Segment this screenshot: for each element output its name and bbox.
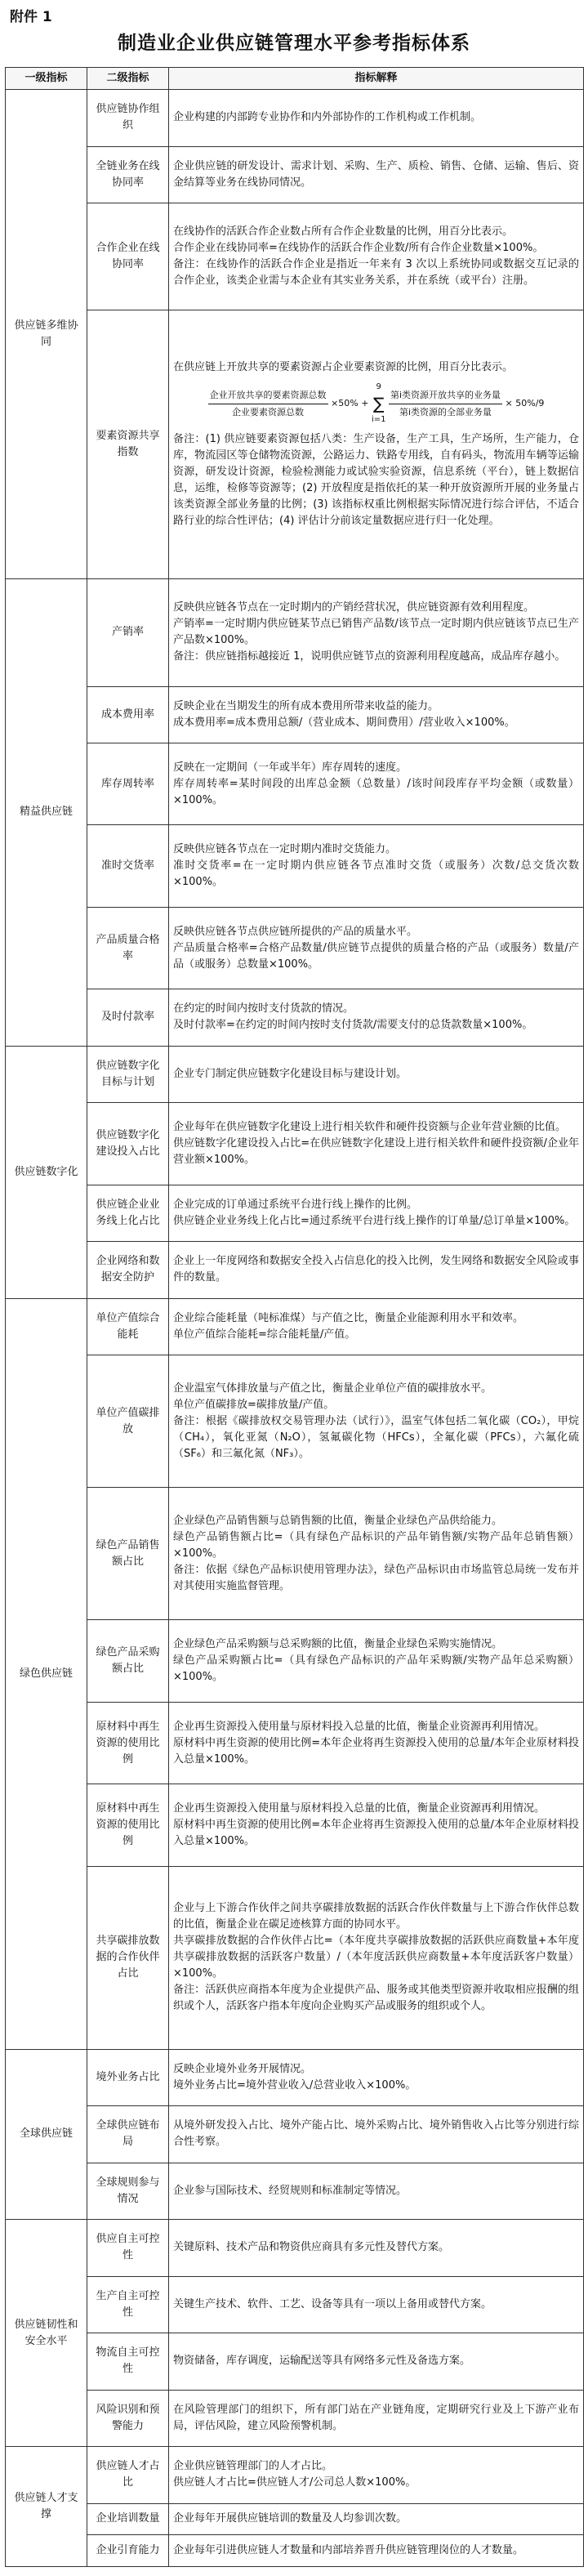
level1-indicator: 全球供应链: [6, 2049, 87, 2220]
level2-indicator: 风险识别和预警能力: [87, 2390, 169, 2447]
formula-left-numerator: 企业开放共享的要素资源总数: [208, 387, 328, 404]
level2-indicator: 供应链企业业务线上化占比: [87, 1185, 169, 1242]
indicator-explanation: [169, 907, 584, 989]
indicator-explanation: [169, 1355, 584, 1488]
explanation-line: 原材料中再生资源的使用比例=本年企业将再生资源投入使用的总量/本年企业原材料投入总量×100%。: [173, 1818, 579, 1847]
indicator-explanation: [169, 2163, 584, 2220]
indicator-explanation: [169, 90, 584, 147]
explanation-line: 成本费用率=成本费用总额/（营业成本、期间费用）/营业收入×100%。: [173, 716, 515, 729]
level2-indicator: 全链业务在线协同率: [87, 146, 169, 203]
level2-indicator: 及时付款率: [87, 989, 169, 1047]
explanation-line: 单位产值综合能耗=综合能耗量/产值。: [173, 1328, 356, 1341]
level1-indicator: 供应链数字化: [6, 1046, 87, 1298]
attachment-label: 附件 1: [10, 9, 52, 25]
level2-indicator: 原材料中再生资源的使用比例: [87, 1702, 169, 1784]
table-row: [6, 2163, 584, 2220]
level2-indicator: 全球规则参与情况: [87, 2163, 169, 2220]
explanation-line: 物资储备，库存调度，运输配送等具有网络多元性及备选方案。: [173, 2355, 471, 2368]
indicator-explanation: [169, 1620, 584, 1702]
indicator-explanation: [169, 2333, 584, 2391]
level2-indicator: 企业网络和数据安全防护: [87, 1242, 169, 1299]
explanation-line: 反映在一定期间（一年或半年）库存周转的速度。: [173, 761, 408, 774]
page-title: 制造业企业供应链管理水平参考指标体系: [118, 33, 470, 54]
explanation-line: 企业每年在供应链数字化建设上进行相关软件和硬件投资额与企业年营业额的比值。: [173, 1120, 567, 1133]
level2-indicator: 成本费用率: [87, 686, 169, 743]
explanation-line: 关键生产技术、软件、工艺、设备等具有一项以上备用或替代方案。: [173, 2297, 492, 2310]
explanation-line: 境外业务占比=境外营业收入/总营业收入×100%。: [173, 2078, 416, 2092]
table-row: [6, 2333, 584, 2391]
explanation-line: 在供应链上开放共享的要素资源占企业要素资源的比例，用百分比表示。: [173, 361, 514, 374]
table-row: [6, 1488, 584, 1620]
level2-indicator: 准时交货率: [87, 825, 169, 907]
explanation-line: 供应链企业业务线上化占比=通过系统平台进行线上操作的订单量/总订单量×100%。: [173, 1214, 576, 1227]
explanation-line: 备注：在线协作的活跃合作企业是指近一年来有 3 次以上系统协同或数据交互记录的合作企业，该类企业需与本企业有其实业务关系，并在系统（或平台）注册。: [173, 258, 579, 288]
explanation-line: 企业上一年度网络和数据安全投入占信息化的投入比例，发生网络和数据安全风险或事件的数量。: [173, 1255, 579, 1284]
level2-indicator: 供应链协作组织: [87, 90, 169, 147]
table-row: [6, 1702, 584, 1784]
formula-left-denominator: 企业要素资源总数: [232, 406, 305, 417]
explanation-line: 准时交货率=在一定时期内供应链各节点准时交货（或服务）次数/总交货次数×100%。: [173, 859, 579, 889]
explanation-line: 在约定的时间内按时支付货款的情况。: [173, 1002, 354, 1016]
table-row: [6, 2535, 584, 2567]
explanation-line: 备注：供应链指标越接近 1，说明供应链节点的资源利用程度越高，成品库存越小。: [173, 650, 566, 663]
indicator-explanation: [169, 1185, 584, 1242]
indicator-explanation: [169, 1702, 584, 1784]
explanation-line: 供应链人才占比=供应链人才/公司总人数×100%。: [173, 2476, 416, 2489]
table-row: [6, 2049, 584, 2106]
table-row: [6, 1298, 584, 1355]
indicator-explanation: [169, 146, 584, 203]
explanation-line: 企业参与国际技术、经贸规则和标准制定等情况。: [173, 2184, 408, 2197]
explanation-line: 合作企业在线协同率=在线协作的活跃合作企业数/所有合作企业数量×100%。: [173, 242, 544, 255]
table-row: [6, 1242, 584, 1299]
explanation-line: 在线协作的活跃合作企业数占所有合作企业数量的比例，用百分比表示。: [173, 225, 514, 239]
indicator-explanation: [169, 2535, 584, 2567]
explanation-line: 企业综合能耗量（吨标准煤）与产值之比，衡量企业能源利用水平和效率。: [173, 1311, 524, 1324]
explanation-line: 企业构建的内部跨专业协作和内外部协作的工作机构或工作机制。: [173, 111, 482, 124]
indicator-explanation: [169, 1488, 584, 1620]
level2-indicator: 供应链数字化目标与计划: [87, 1046, 169, 1103]
explanation-line: 企业专门制定供应链数字化建设目标与建设计划。: [173, 1067, 408, 1080]
explanation-line: 产品质量合格率=合格产品数量/供应链节点提供的质量合格的产品（或服务）数量/产品（或服务）总数量×100%。: [173, 941, 579, 971]
explanation-line: 企业与上下游合作伙伴之间共享碳排放数据的活跃合作伙伴数量与上下游合作伙伴总数的比值，衡量企业在碳足迹核算方面的协同水平。: [173, 1902, 579, 1931]
formula-sum-bottom: i=1: [371, 415, 386, 425]
explanation-line: 共享碳排放数据的合作伙伴占比=（本年度共享碳排放数据的活跃供应商数量+本年度共享碳排放数据的活跃客户数量）/（本年度活跃供应商数量+本年度活跃客户数量）×100%。: [173, 1935, 579, 1980]
indicator-explanation: [169, 1866, 584, 2049]
level1-indicator: 供应链多维协同: [6, 90, 87, 579]
table-row: [6, 2276, 584, 2333]
indicator-explanation: [169, 310, 584, 579]
table-row: [6, 2447, 584, 2504]
table-row: [6, 2390, 584, 2447]
explanation-line: 企业绿色产品销售额与总销售额的比值，衡量企业绿色产品供给能力。: [173, 1514, 503, 1527]
indicator-explanation: [169, 2106, 584, 2163]
header-explanation: 指标解释: [169, 68, 584, 90]
table-row: [6, 1620, 584, 1702]
explanation-line: 备注：依据《绿色产品标识使用管理办法》，绿色产品标识由市场监管总局统一发布并对其使用实施监督管理。: [173, 1563, 579, 1592]
explanation-note: 备注：(1) 供应链要素资源包括八类：生产设备，生产工具，生产场所，生产能力，仓库，物流园区等仓储物流资源，公路运力、铁路专用线，自有码头，物流用车辆等运输资源，研发设计资源，检验检测能力或试验实验资源，信息系统（平台），链上数据信息，运维，检修等资源等；(2) 开放程度是指依托的某一种开放资源所开展的业务量占该类资源全部业务量的比例；(3) 该指标权重比例根据实际情况进行综合评估，不适合路行业的综合性评估；(4) 评估计分前该定量数据应进行归一化处理。: [173, 433, 579, 528]
indicator-explanation: [169, 1103, 584, 1185]
level2-indicator: 单位产值碳排放: [87, 1355, 169, 1488]
table-header-row: [6, 68, 584, 90]
explanation-line: 产销率=一定时期内供应链某节点已销售产品数/该节点一定时期内供应链该节点已生产产品数×100%。: [173, 618, 579, 647]
explanation-line: 企业温室气体排放量与产值之比，衡量企业单位产值的碳排放水平。: [173, 1382, 492, 1395]
table-row: [6, 1046, 584, 1103]
level2-indicator: 合作企业在线协同率: [87, 203, 169, 310]
level2-indicator: 单位产值综合能耗: [87, 1298, 169, 1355]
level1-indicator: 供应链韧性和安全水平: [6, 2220, 87, 2447]
level2-indicator: 绿色产品采购额占比: [87, 1620, 169, 1702]
table-row: [6, 1866, 584, 2049]
formula-mid: ×50% +: [331, 398, 369, 409]
level1-indicator: 精益供应链: [6, 579, 87, 1046]
table-row: [6, 743, 584, 825]
indicator-explanation: [169, 2390, 584, 2447]
explanation-line: 企业完成的订单通过系统平台进行线上操作的比例。: [173, 1198, 418, 1211]
explanation-line: 企业每年开展供应链培训的数量及人均参训次数。: [173, 2512, 408, 2525]
explanation-line: 单位产值碳排放=碳排放量/产值。: [173, 1398, 335, 1411]
table-body: [6, 90, 584, 2567]
indicator-explanation: [169, 1046, 584, 1103]
table-row: [6, 203, 584, 310]
formula: [173, 379, 579, 428]
table-row: [6, 907, 584, 989]
explanation-line: 企业再生资源投入使用量与原材料投入总量的比值，衡量企业资源再利用情况。: [173, 1801, 546, 1815]
table-row: [6, 2106, 584, 2163]
level2-indicator: 库存周转率: [87, 743, 169, 825]
level2-indicator: 生产自主可控性: [87, 2276, 169, 2333]
table-row: [6, 825, 584, 907]
table-row: [6, 90, 584, 147]
level2-indicator: 原材料中再生资源的使用比例: [87, 1784, 169, 1866]
explanation-line: 在风险管理部门的组织下，所有部门站在产业链角度，定期研究行业及上下游产业布局，评估风险，建立风险预警机制。: [173, 2403, 579, 2432]
level2-indicator: 要素资源共享指数: [87, 310, 169, 579]
indicator-explanation: [169, 686, 584, 743]
indicator-explanation: [169, 1242, 584, 1299]
table-row: [6, 2220, 584, 2277]
level2-indicator: 供应自主可控性: [87, 2220, 169, 2277]
table-row: [6, 579, 584, 686]
table-row: [6, 146, 584, 203]
table-row: [6, 686, 584, 743]
indicator-explanation: [169, 825, 584, 907]
explanation-line: 备注：根据《碳排放权交易管理办法（试行）》，温室气体包括二氧化碳（CO₂），甲烷（CH₄），氧化亚氮（N₂O），氢氟碳化物（HFCs），全氟化碳（PFCs），六氟化硫（SF₆）和三氟化氮（NF₃）。: [173, 1414, 579, 1460]
level2-indicator: 产销率: [87, 579, 169, 686]
formula-sum-top: 9: [376, 382, 381, 392]
table-row: [6, 989, 584, 1047]
level2-indicator: 企业培训数量: [87, 2503, 169, 2535]
level2-indicator: 绿色产品销售额占比: [87, 1488, 169, 1620]
sigma-icon: ∑: [372, 394, 385, 414]
indicator-explanation: [169, 2276, 584, 2333]
formula-tail: × 50%/9: [505, 398, 545, 409]
indicator-explanation: [169, 203, 584, 310]
explanation-line: 原材料中再生资源的使用比例=本年企业将再生资源投入使用的总量/本年企业原材料投入总量×100%。: [173, 1736, 579, 1766]
table-row: [6, 2503, 584, 2535]
level2-indicator: 共享碳排放数据的合作伙伴占比: [87, 1866, 169, 2049]
indicator-explanation: [169, 579, 584, 686]
explanation-line: 反映供应链各节点在一定时期内准时交货能力。: [173, 843, 397, 856]
explanation-line: 关键原料、技术产品和物资供应商具有多元性及替代方案。: [173, 2241, 450, 2254]
header-level2: 二级指标: [87, 68, 169, 90]
formula-right-numerator: 第i类资源开放共享的业务量: [389, 387, 502, 404]
level2-indicator: 供应链数字化建设投入占比: [87, 1103, 169, 1185]
table-row: [6, 1784, 584, 1866]
explanation-line: 绿色产品销售额占比=（具有绿色产品标识的产品年销售额/实物产品年总销售额）×100%。: [173, 1530, 579, 1560]
indicator-explanation: [169, 743, 584, 825]
level2-indicator: 供应链人才占比: [87, 2447, 169, 2504]
explanation-line: 企业供应链的研发设计、需求计划、采购、生产、质检、销售、仓储、运输、售后、资金结算等业务在线协同情况。: [173, 159, 579, 189]
indicator-explanation: [169, 2503, 584, 2535]
explanation-line: 反映供应链各节点在一定时期内的产销经营状况，供应链资源有效利用程度。: [173, 601, 535, 614]
table-row: [6, 310, 584, 579]
explanation-line: 企业再生资源投入使用量与原材料投入总量的比值，衡量企业资源再利用情况。: [173, 1720, 546, 1733]
indicator-explanation: [169, 2447, 584, 2504]
explanation-line: 反映企业境外业务开展情况。: [173, 2062, 312, 2075]
indicator-explanation: [169, 2220, 584, 2277]
formula-right-denominator: 第i类资源的全部业务量: [399, 406, 492, 417]
explanation-line: 绿色产品采购额占比=（具有绿色产品标识的产品年采购额/实物产品年总采购额）×100%。: [173, 1654, 579, 1684]
explanation-line: 企业绿色产品采购额与总采购额的比值，衡量企业绿色采购实施情况。: [173, 1638, 503, 1651]
table-row: [6, 1185, 584, 1242]
level2-indicator: 境外业务占比: [87, 2049, 169, 2106]
level1-indicator: 供应链人才支撑: [6, 2447, 87, 2567]
level2-indicator: 全球供应链布局: [87, 2106, 169, 2163]
table-row: [6, 1355, 584, 1488]
explanation-line: 库存周转率=某时间段的出库总金额（总数量）/该时间段库存平均金额（或数量）×100%。: [173, 777, 579, 806]
explanation-line: 备注：活跃供应商指本年度为企业提供产品、服务或其他类型资源并收取相应报酬的组织或个人，活跃客户指本年度向企业购买产品或服务的组织或个人。: [173, 1984, 579, 2013]
level2-indicator: 企业引育能力: [87, 2535, 169, 2567]
explanation-line: 从境外研发投入占比、境外产能占比、境外采购占比、境外销售收入占比等分别进行综合性考察。: [173, 2119, 579, 2149]
indicator-explanation: [169, 1784, 584, 1866]
header-level1: 一级指标: [6, 68, 87, 90]
level2-indicator: 物流自主可控性: [87, 2333, 169, 2391]
table-row: [6, 1103, 584, 1185]
explanation-line: 及时付款率=在约定的时间内按时支付货款/需要支付的总货款数量×100%。: [173, 1019, 533, 1032]
indicator-explanation: [169, 1298, 584, 1355]
level2-indicator: 产品质量合格率: [87, 907, 169, 989]
explanation-line: 反映企业在当期发生的所有成本费用所带来收益的能力。: [173, 699, 439, 712]
level1-indicator: 绿色供应链: [6, 1298, 87, 2049]
indicator-explanation: [169, 989, 584, 1047]
explanation-line: 企业供应链管理部门的人才占比。: [173, 2460, 333, 2473]
explanation-line: 企业每年引进供应链人才数量和内部培养晋升供应链管理岗位的人才数量。: [173, 2544, 524, 2557]
indicator-table: [5, 67, 584, 2567]
explanation-line: 供应链数字化建设投入占比=在供应链数字化建设上进行相关软件和硬件投资额/企业年营业额×100%。: [173, 1136, 579, 1166]
explanation-line: 反映供应链各节点供应链所提供的产品的质量水平。: [173, 925, 418, 938]
indicator-explanation: [169, 2049, 584, 2106]
